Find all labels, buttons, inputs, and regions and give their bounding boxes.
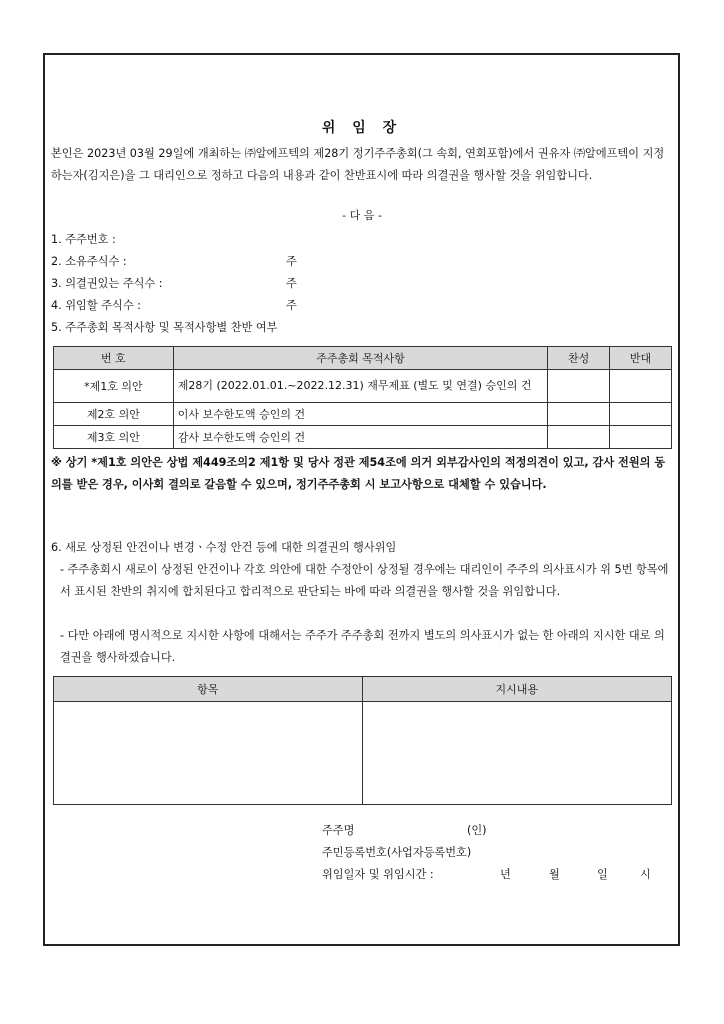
section6-heading: 6. 새로 상정된 안건이나 변경ㆍ수정 안건 등에 대한 의결권의 행사위임 <box>51 541 397 554</box>
vote-for-cell[interactable] <box>548 403 610 426</box>
agenda-table-header <box>54 347 672 370</box>
delegated-shares-unit: 주 <box>286 299 297 312</box>
table-row <box>54 370 672 403</box>
table-row <box>54 702 672 805</box>
registration-number-label: 주민등록번호(사업자등록번호) <box>322 846 472 859</box>
da-eum-heading: - 다 음 - <box>342 209 382 222</box>
instruction-table-header <box>54 677 672 702</box>
hour-label: 시 <box>640 868 651 881</box>
shareholder-name-label: 주주명 <box>322 824 355 837</box>
agenda-number: 제3호 의안 <box>54 426 174 449</box>
item-voting-shares: 3. 의결권있는 주식수 : <box>51 277 163 290</box>
header-instruction: 지시내용 <box>362 677 672 702</box>
month-label: 월 <box>549 868 560 881</box>
agenda-number: 제2호 의안 <box>54 403 174 426</box>
item-shareholder-number: 1. 주주번호 : <box>51 233 116 246</box>
vote-against-cell[interactable] <box>610 403 672 426</box>
day-label: 일 <box>597 868 608 881</box>
vote-against-cell[interactable] <box>610 426 672 449</box>
header-number: 번 호 <box>54 347 174 370</box>
instruction-content-cell[interactable] <box>362 702 672 805</box>
intro-paragraph: 본인은 2023년 03월 29일에 개최하는 ㈜알에프텍의 제28기 정기주주총회(그 속회, 연회포함)에서 권유자 ㈜알에프텍이 지정하는자(김지은)을 그 대리인으로 정하고 다음의 내용과 같이 찬반표시에 따라 의결권을 행사할 것을 위임합니다. <box>51 147 665 182</box>
delegation-datetime-label: 위임일자 및 위임시간 : <box>322 868 434 881</box>
table-row <box>54 403 672 426</box>
item-delegated-shares: 4. 위임할 주식수 : <box>51 299 141 312</box>
seal-mark: (인) <box>467 824 487 837</box>
item-agenda-heading: 5. 주주총회 목적사항 및 목적사항별 찬반 여부 <box>51 321 278 334</box>
agenda-item: 이사 보수한도액 승인의 건 <box>173 403 547 426</box>
agenda-number: *제1호 의안 <box>54 370 174 403</box>
item-owned-shares: 2. 소유주식수 : <box>51 255 127 268</box>
agenda-item: 제28기 (2022.01.01.~2022.12.31) 재무제표 (별도 및 연결) 승인의 건 <box>173 370 547 403</box>
section6-paragraph-2: - 다만 아래에 명시적으로 지시한 사항에 대해서는 주주가 주주총회 전까지 별도의 의사표시가 없는 한 아래의 지시한 대로 의결권을 행사하겠습니다. <box>60 629 665 664</box>
agenda-table <box>53 346 672 449</box>
vote-for-cell[interactable] <box>548 426 610 449</box>
header-item: 항목 <box>54 677 363 702</box>
vote-for-cell[interactable] <box>548 370 610 403</box>
owned-shares-unit: 주 <box>286 255 297 268</box>
voting-shares-unit: 주 <box>286 277 297 290</box>
year-label: 년 <box>500 868 511 881</box>
header-agenda: 주주총회 목적사항 <box>173 347 547 370</box>
instruction-table <box>53 676 672 805</box>
document-title: 위 임 장 <box>321 120 403 136</box>
header-for: 찬성 <box>548 347 610 370</box>
vote-against-cell[interactable] <box>610 370 672 403</box>
instruction-item-cell[interactable] <box>54 702 363 805</box>
agenda-item: 감사 보수한도액 승인의 건 <box>173 426 547 449</box>
header-against: 반대 <box>610 347 672 370</box>
table-row <box>54 426 672 449</box>
resolution-note: ※ 상기 *제1호 의안은 상법 제449조의2 제1항 및 당사 정관 제54조에 의거 외부감사인의 적정의견이 있고, 감사 전원의 동의를 받은 경우, 이사회 결의로 갈음할 수 있으며, 정기주주총회 시 보고사항으로 대체할 수 있습니다. <box>51 456 666 491</box>
section6-paragraph-1: - 주주총회시 새로이 상정된 안건이나 각호 의안에 대한 수정안이 상정될 경우에는 대리인이 주주의 의사표시가 위 5번 항목에서 표시된 찬반의 취지에 합치된다고 합리적으로 판단되는 바에 따라 의결권을 행사할 것을 위임합니다. <box>60 563 669 598</box>
